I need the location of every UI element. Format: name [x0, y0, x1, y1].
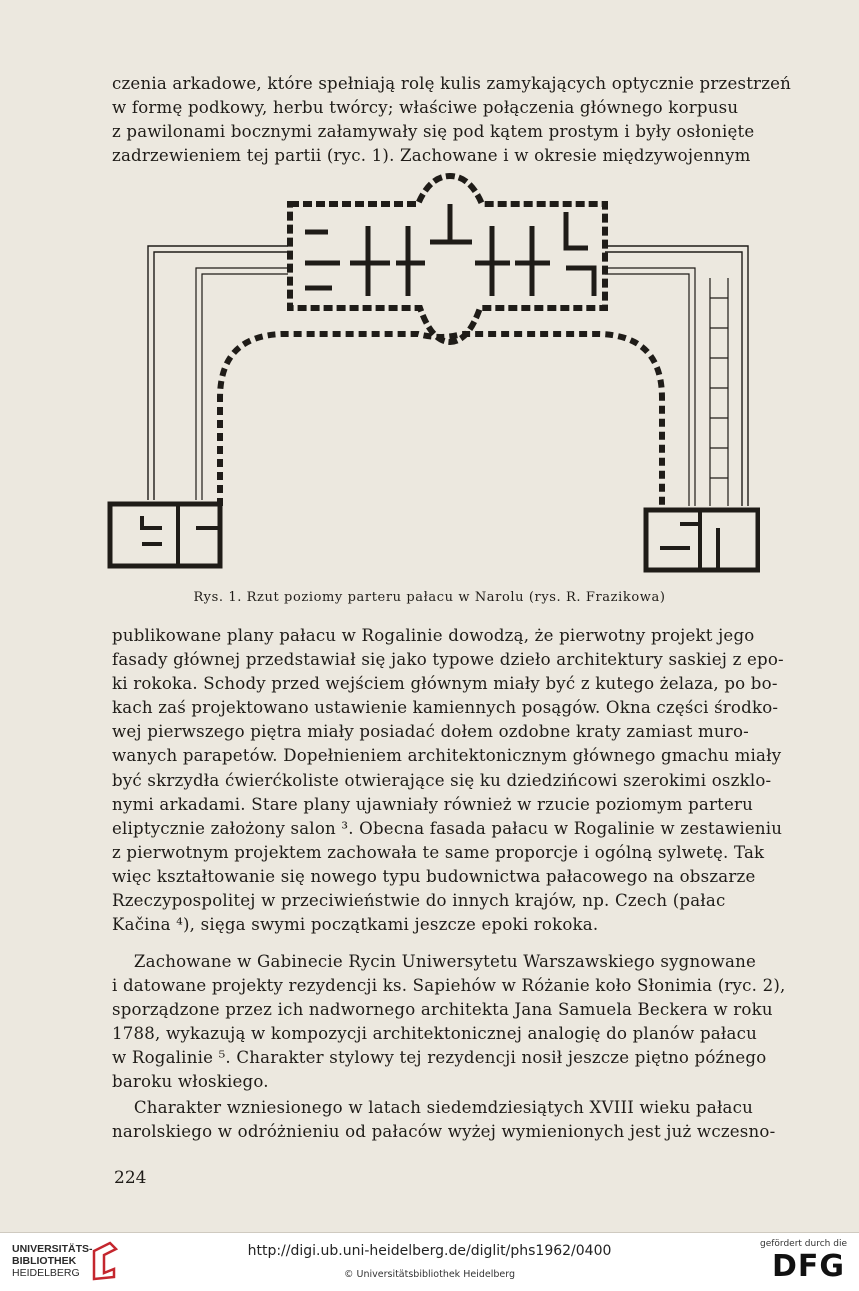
- text-line: czenia arkadowe, które spełniają rolę kulis zamykających optycznie przestrzeń: [112, 74, 792, 93]
- logo-line: UNIVERSITÄTS-: [12, 1243, 93, 1255]
- text-line: baroku włoskiego.: [112, 1072, 269, 1092]
- text-line: Zachowane w Gabinecie Rycin Uniwersytetu Warszawskiego sygnowane: [112, 952, 756, 971]
- text-line: Rzeczypospolitej w przeciwieństwie do innych krajów, np. Czech (pałac: [112, 891, 726, 911]
- text-line: z pierwotnym projektem zachowała te same proporcje i ogólną sylwetę. Tak: [112, 842, 765, 862]
- text-line: kach zaś projektowano ustawienie kamiennych posągów. Okna części środko-: [112, 698, 779, 718]
- top-paragraph: [112, 72, 792, 168]
- text-line: Charakter wzniesionego w latach siedemdziesiątych XVIII wieku pałacu: [112, 1098, 753, 1117]
- text-line: publikowane plany pałacu w Rogalinie dowodzą, że pierwotny projekt jego: [112, 626, 755, 645]
- text-line: ki rokoka. Schody przed wejściem głównym miały być z kutego żelaza, po bo-: [112, 674, 778, 694]
- logo-line: HEIDELBERG: [12, 1267, 80, 1279]
- text-line: wej pierwszego piętra miały posiadać dołem ozdobne kraty zamiast muro-: [112, 722, 749, 742]
- text-line: eliptycznie założony salon ³. Obecna fasada pałacu w Rogalinie w zestawieniu: [112, 818, 783, 838]
- text-line: sporządzone przez ich nadwornego architekta Jana Samuela Beckera w roku: [112, 1000, 773, 1020]
- text-line: więc kształtowanie się nowego typu budownictwa pałacowego na obszarze: [112, 866, 756, 886]
- figure-caption: Rys. 1. Rzut poziomy parteru pałacu w Narolu (rys. R. Frazikowa): [193, 590, 666, 605]
- logo-line: BIBLIOTHEK: [12, 1255, 77, 1267]
- text-line: wanych parapetów. Dopełnieniem architektonicznym głównego gmachu miały: [112, 746, 782, 766]
- text-line: w formę podkowy, herbu twórcy; właściwe połączenia głównego korpusu: [112, 98, 739, 118]
- text-line: być skrzydła ćwierćkoliste otwierające się ku dziedzińcowi szerokimi oszklo-: [112, 770, 772, 790]
- text-line: w Rogalinie ⁵. Charakter stylowy tej rezydencji nosił jeszcze piętno późnego: [112, 1048, 767, 1068]
- viewer-footer: [0, 1232, 859, 1291]
- text-line: narolskiego w odróżnieniu od pałaców wyżej wymienionych jest już wczesno-: [112, 1122, 776, 1142]
- floor-plan-drawing: [100, 168, 760, 583]
- permalink-url[interactable]: http://digi.ub.uni-heidelberg.de/diglit/phs1962/0400: [247, 1243, 612, 1259]
- text-line: z pawilonami bocznymi załamywały się pod kątem prostym i były osłonięte: [112, 122, 755, 142]
- dfg-logo[interactable]: DFG: [771, 1249, 845, 1284]
- text-line: zadrzewieniem tej partii (ryc. 1). Zachowane i w okresie międzywojennym: [112, 146, 751, 166]
- body-paragraph-2: [112, 950, 792, 1095]
- funding-label: gefördert durch die: [760, 1239, 847, 1249]
- body-paragraph-1: [112, 624, 792, 937]
- page-number: 224: [114, 1168, 147, 1188]
- text-line: fasady głównej przedstawiał się jako typowe dzieło architektury saskiej z epo-: [112, 650, 784, 670]
- body-paragraph-3: [112, 1096, 792, 1144]
- copyright-notice: © Universitätsbibliothek Heidelberg: [343, 1269, 515, 1280]
- text-line: Kačina ⁴), sięga swymi początkami jeszcze epoki rokoka.: [112, 915, 599, 935]
- text-line: 1788, wykazują w kompozycji architektonicznej analogię do planów pałacu: [112, 1024, 757, 1044]
- text-line: nymi arkadami. Stare plany ujawniały również w rzucie poziomym parteru: [112, 794, 754, 814]
- text-line: i datowane projekty rezydencji ks. Sapiehów w Różanie koło Słonimia (ryc. 2),: [112, 976, 786, 996]
